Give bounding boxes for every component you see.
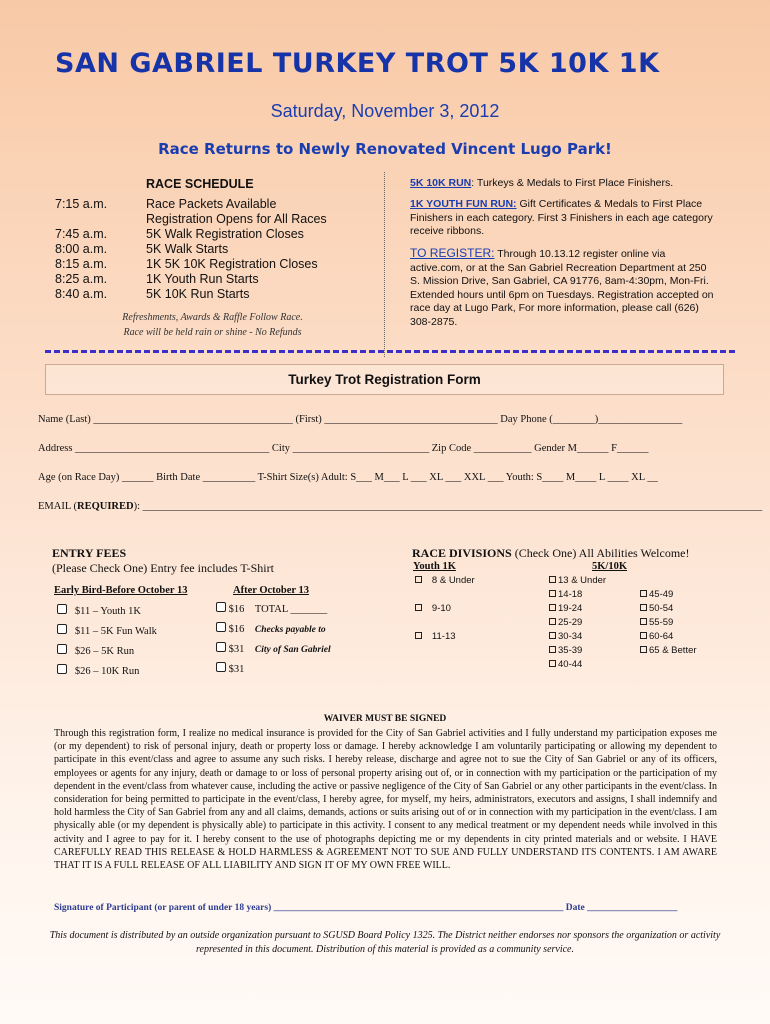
checkbox[interactable] xyxy=(640,618,647,625)
division-option[interactable] xyxy=(415,575,475,586)
fees-heading: ENTRY FEES xyxy=(52,546,127,560)
waiver-text: Through this registration form, I realize no medical insurance is provided for the City of San Gabriel activities and I fully understand my participation exposes me (or my dependent) to risk of personal injury, death or property loss or damage. I hereby acknowledge I am voluntarily participating or allowing my dependent to participate in this event/class and agree to assume any such risks. I hereby release, discharge and agree not to sue the City of San Gabriel or any of its officers, employees or agents for any injury, death or damage to or loss of personal property arising out of, or in connection with my participation or the participation of my dependent in the event/class from whatever cause, including the active or passive negligence of the City of San Gabriel or any other participants in the event/class. In consideration for being permitted to participate in the event/class, I hereby agree, for myself, my heirs, administrators, executors and assigns, I shall indemnify and hold harmless the City of San Gabriel from any and all claims, demands, actions or suits arising out of or in connection with my participation in the event/class. I am physically able (or my dependent is physically able) to participate in this activity. I consent to any medical treatment or my dependent needs while involved in this activity and I agree to pay for it. I hereby consent to the use of photographs depicting me or my dependents in city printed materials and or website. I HAVE CAREFULLY READ THIS RELEASE & HOLD HARMLESS & AGREEMENT NOT TO SUE AND FULLY UNDERSTAND ITS CONTENTS. I AM AWARE THAT IT IS A FULL RELEASE OF ALL LIABILITY AND SIGN IT OF MY OWN FREE WILL. xyxy=(54,728,717,872)
division-label: 35-39 xyxy=(558,645,583,656)
division-option[interactable] xyxy=(549,631,582,642)
fee-label: $26 – 5K Run xyxy=(74,646,135,657)
after-heading: After October 13 xyxy=(233,585,310,596)
schedule-event: 5K Walk Starts xyxy=(146,242,229,256)
division-label: 40-44 xyxy=(558,659,583,670)
division-label: 19-24 xyxy=(558,603,583,614)
email-required: REQUIRED xyxy=(76,501,134,512)
checkbox[interactable] xyxy=(549,590,556,597)
divisions-heading xyxy=(412,546,689,561)
division-option[interactable] xyxy=(549,617,582,628)
checkbox[interactable] xyxy=(57,644,67,654)
schedule-time: 7:15 a.m. xyxy=(55,197,108,211)
email-field[interactable] xyxy=(38,501,762,512)
checkbox[interactable] xyxy=(415,604,422,611)
cut-line xyxy=(45,350,735,353)
fee-option[interactable] xyxy=(216,642,331,655)
schedule-time: 7:45 a.m. xyxy=(55,227,108,241)
checkbox[interactable] xyxy=(640,632,647,639)
division-label: 13 & Under xyxy=(558,575,607,586)
name-fields[interactable]: Name (Last) ______________________________________ (First) _________________________________ Day Phone (________)________________ xyxy=(38,414,683,425)
division-label: 25-29 xyxy=(558,617,583,628)
column-divider xyxy=(384,172,385,357)
division-option[interactable] xyxy=(549,575,606,586)
age-tshirt-fields[interactable]: Age (on Race Day) ______ Birth Date __________ T-Shirt Size(s) Adult: S___ M___ L ___ XL ___ XXL ___ Youth: S____ M____ L ____ XL __ xyxy=(38,472,658,483)
division-label: 8 & Under xyxy=(431,575,475,586)
division-option[interactable] xyxy=(640,603,673,614)
division-option[interactable] xyxy=(640,645,697,656)
division-label: 11-13 xyxy=(431,631,456,642)
checkbox[interactable] xyxy=(216,642,226,652)
run-heading: 5K 10K RUN xyxy=(410,177,472,189)
waiver-heading: WAIVER MUST BE SIGNED xyxy=(323,714,447,724)
division-option[interactable] xyxy=(640,589,673,600)
fee-option[interactable] xyxy=(216,622,326,635)
checkbox[interactable] xyxy=(640,590,647,597)
youth-heading: 1K YOUTH FUN RUN: xyxy=(410,198,517,210)
division-label: 55-59 xyxy=(649,617,674,628)
division-label: 65 & Better xyxy=(649,645,697,656)
total-label: TOTAL _______ xyxy=(254,604,328,615)
division-option[interactable] xyxy=(549,603,582,614)
checkbox[interactable] xyxy=(549,660,556,667)
payee-label: City of San Gabriel xyxy=(254,645,331,655)
run-info xyxy=(410,177,715,191)
adult-heading: 5K/10K xyxy=(592,561,628,572)
division-option[interactable] xyxy=(415,631,456,642)
division-option[interactable] xyxy=(415,603,451,614)
division-label: 9-10 xyxy=(431,603,451,614)
checkbox[interactable] xyxy=(640,604,647,611)
fee-label: $16 xyxy=(228,604,245,615)
division-option[interactable] xyxy=(640,617,673,628)
fee-option[interactable] xyxy=(57,664,139,677)
divisions-title: RACE DIVISIONS xyxy=(412,546,512,560)
youth-info xyxy=(410,198,715,239)
register-info xyxy=(410,247,715,329)
note-line: Race will be held rain or shine - No Refunds xyxy=(123,327,302,338)
division-option[interactable] xyxy=(549,589,582,600)
division-label: 45-49 xyxy=(649,589,674,600)
fee-label: $11 – 5K Fun Walk xyxy=(74,626,157,637)
checkbox[interactable] xyxy=(415,576,422,583)
schedule-event: Registration Opens for All Races xyxy=(146,212,327,226)
fee-label: $11 – Youth 1K xyxy=(74,606,142,617)
fee-option[interactable] xyxy=(216,662,244,675)
note-line: Refreshments, Awards & Raffle Follow Race. xyxy=(122,312,303,323)
schedule-event: Race Packets Available xyxy=(146,197,277,211)
register-heading: TO REGISTER: xyxy=(410,246,495,260)
checkbox[interactable] xyxy=(216,622,226,632)
checkbox[interactable] xyxy=(549,576,556,583)
schedule-note xyxy=(100,310,325,340)
checkbox[interactable] xyxy=(549,632,556,639)
checkbox[interactable] xyxy=(57,624,67,634)
division-option[interactable] xyxy=(549,645,582,656)
form-title: Turkey Trot Registration Form xyxy=(288,372,481,387)
disclaimer: This document is distributed by an outside organization pursuant to SGUSD Board Policy 1325. The District neither endorses nor sponsors the organization or activity represented in this document. Distribution of this material is provided as a community service. xyxy=(49,930,721,955)
schedule-event: 1K 5K 10K Registration Closes xyxy=(146,257,318,271)
page-title: SAN GABRIEL TURKEY TROT 5K 10K 1K xyxy=(55,48,660,79)
checkbox[interactable] xyxy=(216,602,226,612)
schedule-time: 8:00 a.m. xyxy=(55,242,108,256)
division-option[interactable] xyxy=(549,659,582,670)
checks-label: Checks payable to xyxy=(254,625,326,635)
checkbox[interactable] xyxy=(57,664,67,674)
division-option[interactable] xyxy=(640,631,673,642)
checkbox[interactable] xyxy=(549,604,556,611)
subtitle: Race Returns to Newly Renovated Vincent Lugo Park! xyxy=(158,140,612,158)
fee-option[interactable] xyxy=(216,602,327,615)
email-label: EMAIL ( xyxy=(38,501,77,512)
division-label: 30-34 xyxy=(558,631,583,642)
early-bird-heading: Early Bird-Before October 13 xyxy=(54,585,188,596)
register-text: Through 10.13.12 register online via active.com, or at the San Gabriel Recreation Department at 250 S. Mission Drive, San Gabriel, CA 91776, 8am-4:30pm, Mon-Fri. Extended hours until 6pm on Tuesdays. Registration accepted on race day at Lugo Park, For more information, please call (626) 308-2875. xyxy=(410,248,714,328)
fee-option[interactable] xyxy=(57,604,141,617)
fee-option[interactable] xyxy=(57,624,157,637)
fee-label: $31 xyxy=(228,644,245,655)
run-text: : Turkeys & Medals to First Place Finishers. xyxy=(471,177,674,189)
division-label: 50-54 xyxy=(649,603,674,614)
schedule-event: 5K 10K Run Starts xyxy=(146,287,250,301)
fee-label: $31 xyxy=(228,664,245,675)
fee-label: $26 – 10K Run xyxy=(74,666,140,677)
checkbox[interactable] xyxy=(216,662,226,672)
email-line[interactable]: ): ______________________________________________________________________________________________________________________ xyxy=(133,501,763,512)
address-fields[interactable]: Address _____________________________________ City __________________________ Zip Code ___________ Gender M______ F______ xyxy=(38,443,649,454)
youth-heading: Youth 1K xyxy=(413,561,456,572)
schedule-time: 8:25 a.m. xyxy=(55,272,108,286)
division-label: 14-18 xyxy=(558,589,583,600)
fee-option[interactable] xyxy=(57,644,134,657)
division-label: 60-64 xyxy=(649,631,674,642)
checkbox[interactable] xyxy=(640,646,647,653)
divisions-subtitle: (Check One) All Abilities Welcome! xyxy=(511,546,690,560)
youth-text: Gift Certificates & Medals to First Place Finishers in each category. First 3 Finishers in each age category receive ribbons. xyxy=(410,198,713,237)
fee-label: $16 xyxy=(228,624,245,635)
signature-line[interactable]: Signature of Participant (or parent of under 18 years) _____________________________________________________________ Date ___________________ xyxy=(54,903,678,913)
checkbox[interactable] xyxy=(57,604,67,614)
schedule-heading: RACE SCHEDULE xyxy=(146,177,254,191)
checkbox[interactable] xyxy=(549,618,556,625)
event-date: Saturday, November 3, 2012 xyxy=(270,101,500,121)
schedule-time: 8:15 a.m. xyxy=(55,257,108,271)
checkbox[interactable] xyxy=(415,632,422,639)
schedule-time: 8:40 a.m. xyxy=(55,287,108,301)
schedule-event: 5K Walk Registration Closes xyxy=(146,227,304,241)
fees-subheading: (Please Check One) Entry fee includes T-Shirt xyxy=(52,561,274,575)
checkbox[interactable] xyxy=(549,646,556,653)
schedule-event: 1K Youth Run Starts xyxy=(146,272,259,286)
